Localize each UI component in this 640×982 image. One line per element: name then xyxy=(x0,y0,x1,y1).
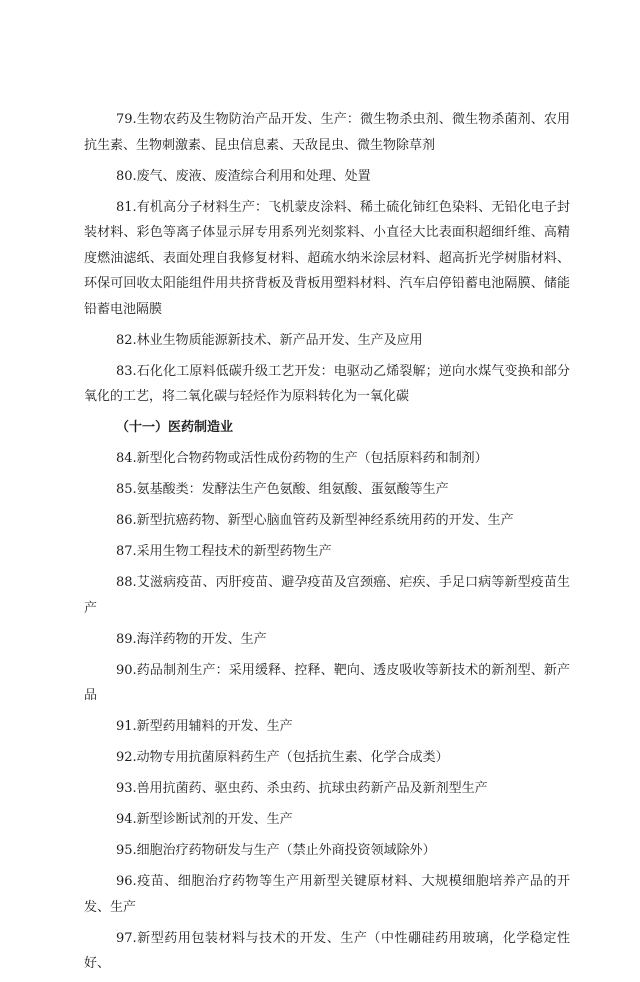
catalog-item-87: 87.采用生物工程技术的新型药物生产 xyxy=(116,544,332,559)
document-body xyxy=(84,107,570,982)
catalog-item-92: 92.动物专用抗菌原料药生产（包括抗生素、化学合成类） xyxy=(116,750,449,765)
catalog-item-88: 88.艾滋病疫苗、丙肝疫苗、避孕疫苗及宫颈癌、疟疾、手足口病等新型疫苗生产 xyxy=(84,575,570,616)
catalog-item-85: 85.氨基酸类：发酵法生产色氨酸、组氨酸、蛋氨酸等生产 xyxy=(116,482,449,497)
catalog-item-90: 90.药品制剂生产：采用缓释、控释、靶向、透皮吸收等新技术的新剂型、新产品 xyxy=(84,662,570,703)
catalog-item-79: 79.生物农药及生物防治产品开发、生产：微生物杀虫剂、微生物杀菌剂、农用抗生素、生物刺激素、昆虫信息素、天敌昆虫、微生物除草剂 xyxy=(84,112,570,153)
catalog-item-84: 84.新型化合物药物或活性成份药物的生产（包括原料药和制剂） xyxy=(116,451,488,466)
section-heading-pharmaceutical: （十一）医药制造业 xyxy=(116,420,234,435)
catalog-item-91: 91.新型药用辅料的开发、生产 xyxy=(116,719,293,734)
catalog-item-97: 97.新型药用包装材料与技术的开发、生产（中性硼硅药用玻璃，化学稳定性好、 xyxy=(84,930,570,971)
catalog-item-86: 86.新型抗癌药物、新型心脑血管药及新型神经系统用药的开发、生产 xyxy=(116,513,514,528)
catalog-item-93: 93.兽用抗菌药、驱虫药、杀虫药、抗球虫药新产品及新剂型生产 xyxy=(116,781,488,796)
catalog-item-80: 80.废气、废液、废渣综合利用和处理、处置 xyxy=(116,168,371,184)
catalog-item-95: 95.细胞治疗药物研发与生产（禁止外商投资领域除外） xyxy=(116,843,436,858)
catalog-item-83: 83.石化化工原料低碳升级工艺开发：电驱动乙烯裂解；逆向水煤气变换和部分氧化的工艺，将二氧化碳与轻烃作为原料转化为一氧化碳 xyxy=(84,363,570,404)
catalog-item-82: 82.林业生物质能源新技术、新产品开发、生产及应用 xyxy=(116,332,423,348)
catalog-item-89: 89.海洋药物的开发、生产 xyxy=(116,631,267,647)
catalog-item-94: 94.新型诊断试剂的开发、生产 xyxy=(116,812,293,827)
catalog-item-96: 96.疫苗、细胞治疗药物等生产用新型关键原材料、大规模细胞培养产品的开发、生产 xyxy=(84,874,570,915)
catalog-item-81: 81.有机高分子材料生产：飞机蒙皮涂料、稀土硫化铈红色染料、无铅化电子封装材料、彩色等离子体显示屏专用系列光刻浆料、小直径大比表面积超细纤维、高精度燃油滤纸、表面处理自我修复材料、超疏水纳米涂层材料、超高折光学树脂材料、环保可回收太阳能组件用共挤背板及背板用塑料材料、汽车启停铅蓄电池隔膜、储能铅蓄电池隔膜 xyxy=(84,199,570,317)
